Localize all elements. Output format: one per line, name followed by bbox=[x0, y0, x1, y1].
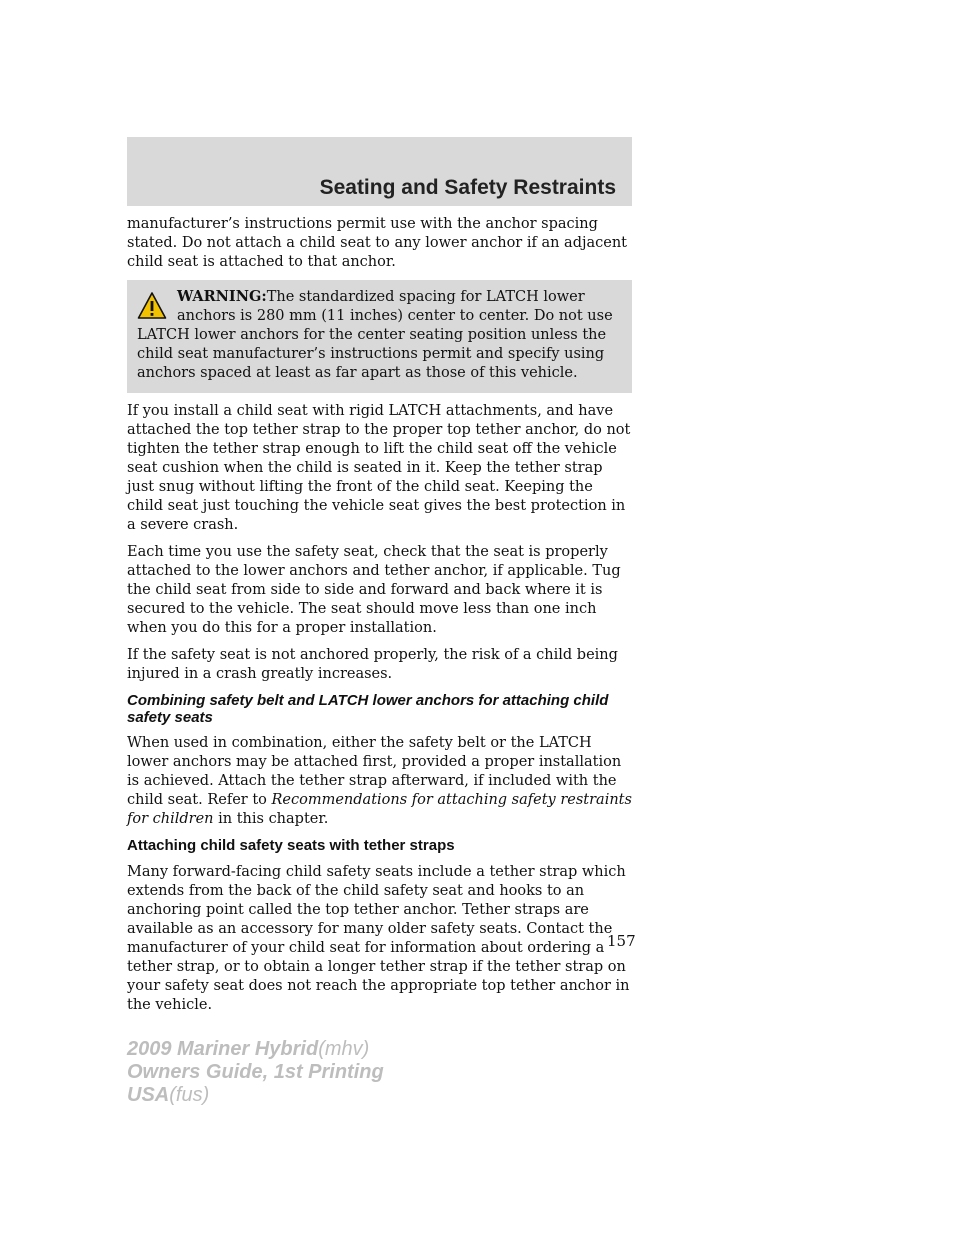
subheading: Attaching child safety seats with tether straps bbox=[127, 837, 455, 854]
section-title: Seating and Safety Restraints bbox=[319, 176, 616, 199]
paragraph: Many forward-facing child safety seats include a tether strap which extends from the back of the child safety seat and hooks to an anchoring point called the top tether anchor. Tether straps are available as an accessory for many older safety seats. Contact the manufacturer of your child seat for information about ordering a tether strap, or to obtain a longer tether strap if the tether strap on your safety seat does not reach the appropriate top tether anchor in the vehicle. bbox=[127, 864, 630, 1013]
warning-body: The standardized spacing for LATCH lower anchors is 280 mm (11 inches) center to center. Do not use LATCH lower anchors for the center seating position unless the child seat manufacturer’s instructions permit and specify using anchors spaced at least as far apart as those of this vehicle. bbox=[137, 289, 613, 381]
footer-line bbox=[127, 1038, 384, 1061]
paragraph: If you install a child seat with rigid LATCH attachments, and have attached the top tether strap to the proper top tether anchor, do not tighten the tether strap enough to lift the child seat off the vehicle seat cushion when the child is seated in it. Keep the tether strap just snug without lifting the front of the child seat. Keeping the child seat just touching the vehicle seat gives the best protection in a severe crash. bbox=[127, 403, 631, 533]
warning-triangle-icon bbox=[137, 291, 167, 321]
footer-line bbox=[127, 1084, 384, 1107]
footer-line: Owners Guide, 1st Printing bbox=[127, 1061, 384, 1083]
footer-model: 2009 Mariner Hybrid bbox=[127, 1038, 319, 1060]
paragraph: Each time you use the safety seat, check that the seat is properly attached to the lower anchors and tether anchor, if applicable. Tug the child seat from side to side and forward and back where it is secured to the vehicle. The seat should move less than one inch when you do this for a proper installation. bbox=[127, 544, 621, 636]
paragraph-text: in this chapter. bbox=[218, 811, 329, 827]
footer bbox=[127, 1038, 384, 1107]
paragraph-text: When used in combination, either the safety belt or the LATCH lower anchors may be attached first, provided a proper installation is achieved. Attach the tether strap afterward, if included with the child seat. Refer to bbox=[127, 735, 622, 808]
warning-text bbox=[137, 287, 620, 383]
footer-code: (fus) bbox=[169, 1084, 210, 1106]
header-band bbox=[127, 137, 632, 206]
subheading: Combining safety belt and LATCH lower anchors for attaching child safety seats bbox=[127, 692, 609, 726]
warning-box bbox=[127, 280, 632, 393]
paragraph: manufacturer’s instructions permit use with the anchor spacing stated. Do not attach a child seat to any lower anchor if an adjacent child seat is attached to that anchor. bbox=[127, 216, 627, 270]
page-number: 157 bbox=[607, 932, 636, 950]
footer-region: USA bbox=[127, 1084, 170, 1106]
cross-reference: Recommendations for attaching safety restraints for children bbox=[127, 792, 632, 827]
page-content bbox=[127, 215, 632, 1023]
warning-label: WARNING: bbox=[177, 288, 267, 305]
footer-code: (mhv) bbox=[318, 1038, 370, 1060]
paragraph bbox=[127, 734, 632, 829]
paragraph: If the safety seat is not anchored properly, the risk of a child being injured in a crash greatly increases. bbox=[127, 647, 618, 682]
